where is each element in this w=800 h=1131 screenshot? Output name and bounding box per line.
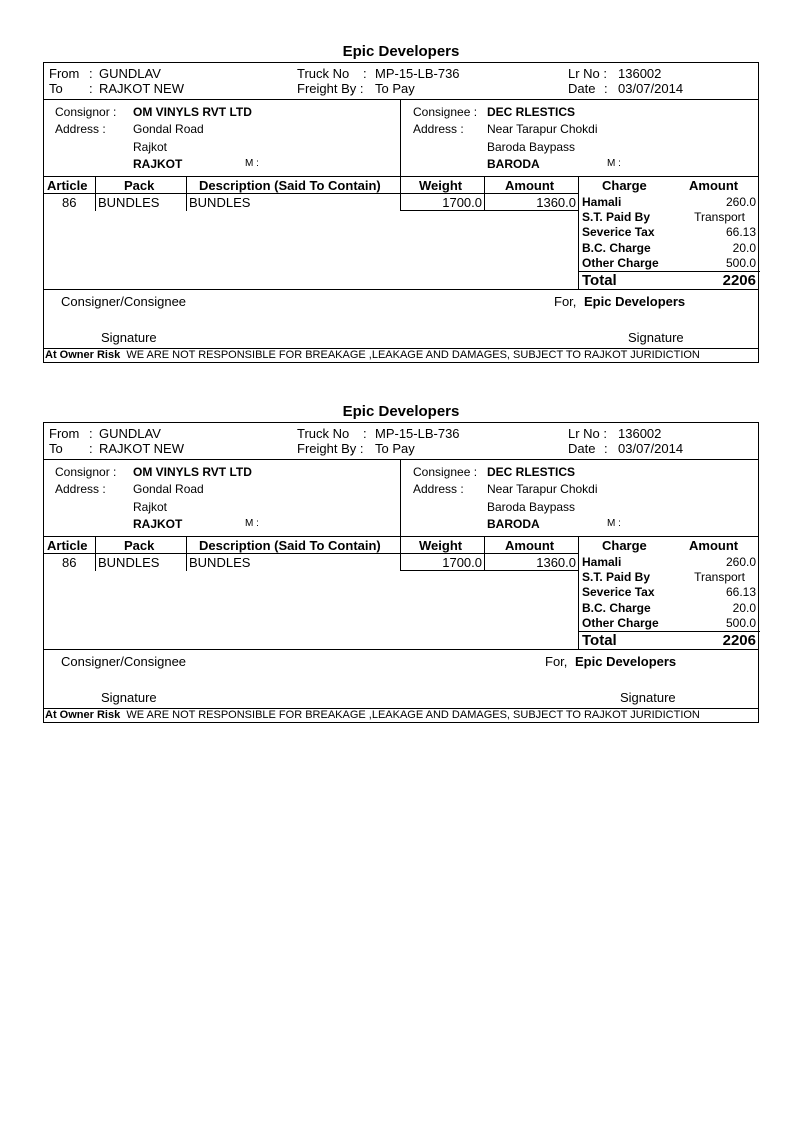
col-article: Article bbox=[47, 178, 88, 193]
to-colon: : bbox=[89, 81, 93, 96]
charge-hamali-label: Hamali bbox=[582, 195, 622, 209]
consignee-label: Consignee : bbox=[413, 105, 478, 119]
col-amount: Amount bbox=[505, 178, 555, 193]
row-article: 86 bbox=[62, 195, 77, 210]
signature-section bbox=[44, 290, 758, 349]
lorry-receipt-copy-2 bbox=[43, 402, 759, 723]
footer-note bbox=[44, 349, 758, 362]
parties-section bbox=[44, 460, 758, 537]
col-charge-amount: Amount bbox=[689, 538, 739, 553]
charge-bc-value: 20.0 bbox=[732, 601, 756, 615]
from-label: From bbox=[49, 426, 80, 441]
row-description: BUNDLES bbox=[189, 195, 251, 210]
to-label: To bbox=[49, 441, 63, 456]
col-divider bbox=[578, 177, 579, 289]
left-signature-label: Signature bbox=[101, 330, 157, 345]
row-amount: 1360.0 bbox=[536, 555, 576, 570]
col-article: Article bbox=[47, 538, 88, 553]
consignor-mobile-label: M : bbox=[245, 518, 259, 529]
charge-hamali-label: Hamali bbox=[582, 555, 622, 569]
consignee-city: BARODA bbox=[487, 157, 540, 171]
for-label: For, bbox=[545, 654, 568, 669]
truck-colon: : bbox=[363, 426, 367, 441]
col-amount: Amount bbox=[505, 538, 555, 553]
parties-divider bbox=[400, 100, 401, 176]
charge-service-tax-value: 66.13 bbox=[725, 225, 756, 239]
col-pack: Pack bbox=[124, 538, 155, 553]
from-colon: : bbox=[89, 66, 93, 81]
consignee-name: DEC RLESTICS bbox=[487, 465, 576, 479]
date-colon: : bbox=[604, 81, 608, 96]
charge-st-paid-value: Transport bbox=[694, 570, 745, 584]
consigner-consignee-title: Consigner/Consignee bbox=[61, 294, 187, 309]
right-signature-label: Signature bbox=[620, 690, 676, 705]
for-company: Epic Developers bbox=[584, 294, 686, 309]
col-weight: Weight bbox=[419, 178, 463, 193]
disclaimer-text: WE ARE NOT RESPONSIBLE FOR BREAKAGE ,LEAKAGE AND DAMAGES, SUBJECT TO RAJKOT JURIDICTION bbox=[126, 349, 700, 361]
freight-label: Freight By : bbox=[297, 441, 364, 456]
total-label: Total bbox=[582, 632, 617, 649]
row-article: 86 bbox=[62, 555, 77, 570]
col-divider bbox=[95, 537, 96, 571]
charge-other-label: Other Charge bbox=[582, 616, 659, 630]
total-value: 2206 bbox=[722, 632, 756, 649]
charge-st-paid-label: S.T. Paid By bbox=[582, 570, 651, 584]
lr-value: 136002 bbox=[618, 426, 662, 441]
consignee-mobile-label: M : bbox=[607, 158, 621, 169]
truck-label: Truck No bbox=[297, 426, 350, 441]
date-label: Date bbox=[568, 81, 596, 96]
from-value: GUNDLAV bbox=[99, 426, 161, 441]
consignee-address-label: Address : bbox=[413, 122, 464, 136]
charge-bc-label: B.C. Charge bbox=[582, 601, 651, 615]
parties-divider bbox=[400, 460, 401, 536]
consignor-city: RAJKOT bbox=[133, 517, 183, 531]
truck-label: Truck No bbox=[297, 66, 350, 81]
right-signature-label: Signature bbox=[628, 330, 684, 345]
consignee-address-label: Address : bbox=[413, 482, 464, 496]
consignor-address-line2: Rajkot bbox=[133, 140, 168, 154]
charge-hamali-value: 260.0 bbox=[725, 555, 756, 569]
row-amount: 1360.0 bbox=[536, 195, 576, 210]
row-description: BUNDLES bbox=[189, 555, 251, 570]
consignee-label: Consignee : bbox=[413, 465, 478, 479]
consignee-name: DEC RLESTICS bbox=[487, 105, 576, 119]
consignor-address-line1: Gondal Road bbox=[133, 122, 204, 136]
col-divider bbox=[95, 177, 96, 211]
charge-bc-value: 20.0 bbox=[732, 241, 756, 255]
col-pack: Pack bbox=[124, 178, 155, 193]
receipt-frame bbox=[43, 62, 759, 363]
consignee-address-line2: Baroda Baypass bbox=[487, 140, 576, 154]
consignor-name: OM VINYLS RVT LTD bbox=[133, 105, 252, 119]
to-value: RAJKOT NEW bbox=[99, 81, 184, 96]
consignee-address-line2: Baroda Baypass bbox=[487, 500, 576, 514]
from-label: From bbox=[49, 66, 80, 81]
row-divider bbox=[400, 210, 578, 211]
truck-colon: : bbox=[363, 66, 367, 81]
total-label: Total bbox=[582, 272, 617, 289]
date-label: Date bbox=[568, 441, 596, 456]
consignee-city: BARODA bbox=[487, 517, 540, 531]
to-colon: : bbox=[89, 441, 93, 456]
col-description: Description (Said To Contain) bbox=[199, 538, 381, 553]
charge-other-label: Other Charge bbox=[582, 256, 659, 270]
consignor-name: OM VINYLS RVT LTD bbox=[133, 465, 252, 479]
date-colon: : bbox=[604, 441, 608, 456]
owner-risk-label: At Owner Risk bbox=[45, 709, 121, 721]
consignor-label: Consignor : bbox=[55, 465, 117, 479]
col-charge: Charge bbox=[602, 538, 647, 553]
col-description: Description (Said To Contain) bbox=[199, 178, 381, 193]
from-value: GUNDLAV bbox=[99, 66, 161, 81]
consignor-city: RAJKOT bbox=[133, 157, 183, 171]
receipt-header bbox=[44, 63, 758, 100]
row-pack: BUNDLES bbox=[98, 195, 160, 210]
lorry-receipt-copy-1 bbox=[43, 42, 759, 363]
charge-hamali-value: 260.0 bbox=[725, 195, 756, 209]
charge-bc-label: B.C. Charge bbox=[582, 241, 651, 255]
consignee-mobile-label: M : bbox=[607, 518, 621, 529]
receipt-frame bbox=[43, 422, 759, 723]
to-value: RAJKOT NEW bbox=[99, 441, 184, 456]
col-weight: Weight bbox=[419, 538, 463, 553]
col-divider bbox=[186, 177, 187, 211]
parties-section bbox=[44, 100, 758, 177]
receipt-header bbox=[44, 423, 758, 460]
company-title: Epic Developers bbox=[342, 403, 460, 420]
row-divider bbox=[400, 570, 578, 571]
consignor-address-line1: Gondal Road bbox=[133, 482, 204, 496]
freight-label: Freight By : bbox=[297, 81, 364, 96]
date-value: 03/07/2014 bbox=[618, 81, 684, 96]
footer-note bbox=[44, 709, 758, 722]
row-divider bbox=[44, 193, 578, 194]
lr-value: 136002 bbox=[618, 66, 662, 81]
company-title: Epic Developers bbox=[342, 43, 460, 60]
consigner-consignee-title: Consigner/Consignee bbox=[61, 654, 187, 669]
row-pack: BUNDLES bbox=[98, 555, 160, 570]
lr-label: Lr No : bbox=[568, 426, 608, 441]
from-colon: : bbox=[89, 426, 93, 441]
left-signature-label: Signature bbox=[101, 690, 157, 705]
row-divider bbox=[44, 553, 578, 554]
charge-other-value: 500.0 bbox=[725, 256, 756, 270]
charge-service-tax-value: 66.13 bbox=[725, 585, 756, 599]
for-company: Epic Developers bbox=[575, 654, 677, 669]
freight-value: To Pay bbox=[375, 81, 415, 96]
date-value: 03/07/2014 bbox=[618, 441, 684, 456]
consignor-label: Consignor : bbox=[55, 105, 117, 119]
goods-table bbox=[44, 537, 758, 650]
freight-value: To Pay bbox=[375, 441, 415, 456]
lr-label: Lr No : bbox=[568, 66, 608, 81]
disclaimer-text: WE ARE NOT RESPONSIBLE FOR BREAKAGE ,LEAKAGE AND DAMAGES, SUBJECT TO RAJKOT JURIDICTION bbox=[126, 709, 700, 721]
consignor-address-line2: Rajkot bbox=[133, 500, 168, 514]
for-label: For, bbox=[554, 294, 577, 309]
total-value: 2206 bbox=[722, 272, 756, 289]
to-label: To bbox=[49, 81, 63, 96]
consignor-address-label: Address : bbox=[55, 122, 106, 136]
col-divider bbox=[578, 537, 579, 649]
charge-service-tax-label: Severice Tax bbox=[582, 585, 655, 599]
col-charge: Charge bbox=[602, 178, 647, 193]
consignor-address-label: Address : bbox=[55, 482, 106, 496]
charge-st-paid-value: Transport bbox=[694, 210, 745, 224]
signature-section bbox=[44, 650, 758, 709]
consignor-mobile-label: M : bbox=[245, 158, 259, 169]
truck-value: MP-15-LB-736 bbox=[375, 426, 460, 441]
charge-st-paid-label: S.T. Paid By bbox=[582, 210, 651, 224]
consignee-address-line1: Near Tarapur Chokdi bbox=[487, 482, 598, 496]
charge-other-value: 500.0 bbox=[725, 616, 756, 630]
consignee-address-line1: Near Tarapur Chokdi bbox=[487, 122, 598, 136]
col-charge-amount: Amount bbox=[689, 178, 739, 193]
row-weight: 1700.0 bbox=[442, 555, 482, 570]
goods-table bbox=[44, 177, 758, 290]
truck-value: MP-15-LB-736 bbox=[375, 66, 460, 81]
charge-service-tax-label: Severice Tax bbox=[582, 225, 655, 239]
owner-risk-label: At Owner Risk bbox=[45, 349, 121, 361]
col-divider bbox=[186, 537, 187, 571]
row-weight: 1700.0 bbox=[442, 195, 482, 210]
